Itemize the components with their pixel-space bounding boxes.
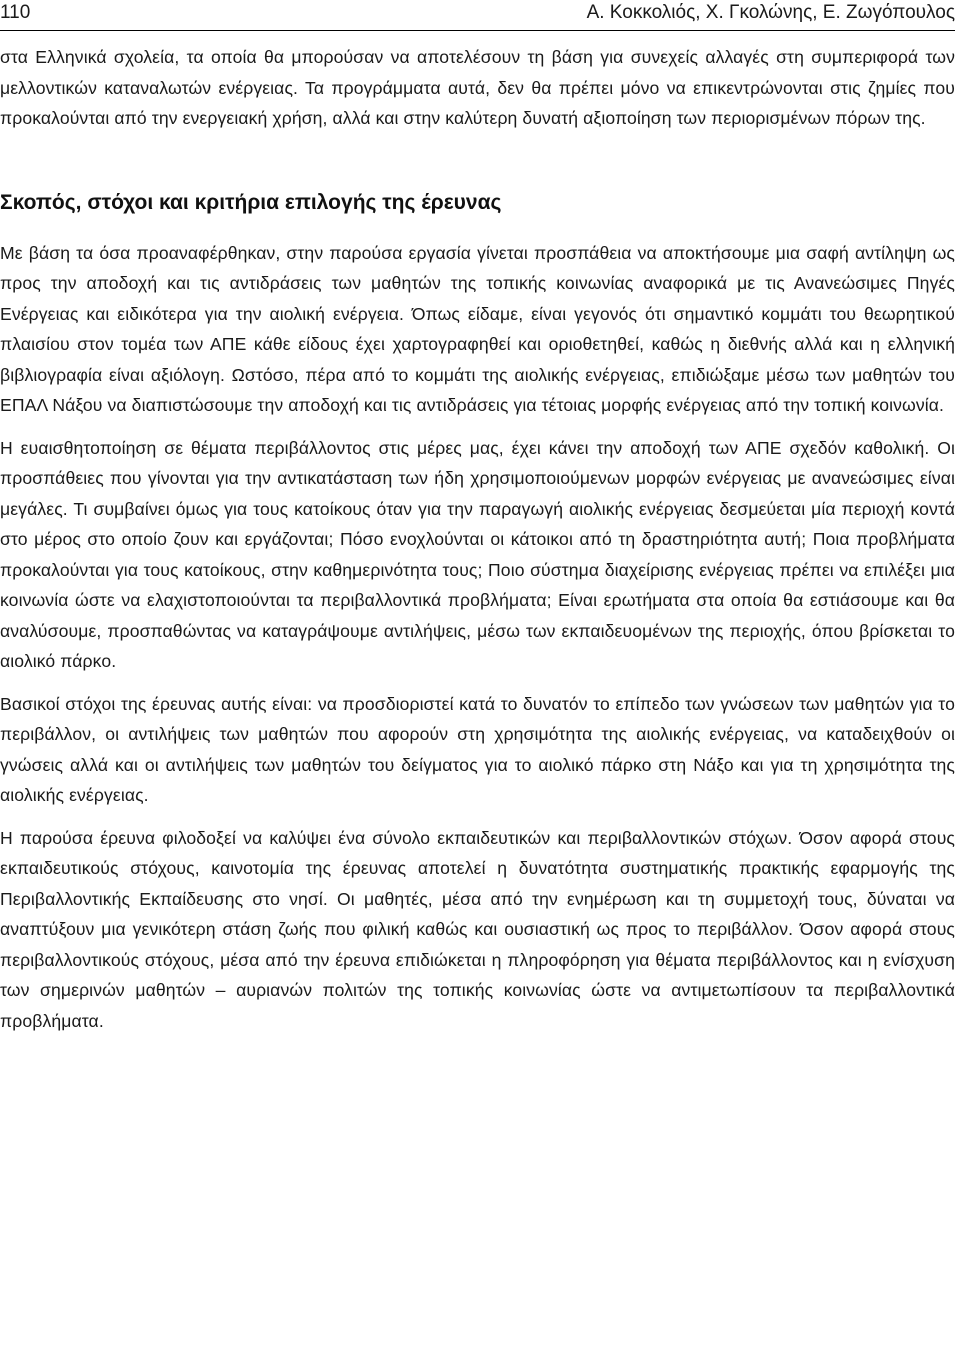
- body-paragraph: Η ευαισθητοποίηση σε θέματα περιβάλλοντος στις μέρες μας, έχει κάνει την αποδοχή των ΑΠΕ σχεδόν καθολική. Οι προσπάθειες που γίνονται για την αντικατάσταση των ήδη χρησιμοποιούμενων μορφών ενέργειας με ανανεώσιμες είναι μεγάλες. Τι συμβαίνει όμως για τους κατοίκους όταν για την παραγωγή αιολικής ενέργειας δεσμεύεται μία περιοχή κοντά στο μέρος στο οποίο ζουν και εργάζονται; Πόσο ενοχλούνται οι κάτοικοι από τη δραστηριότητα αυτή; Ποια προβλήματα προκαλούνται για τους κατοίκους, στην καθημερινότητα τους; Ποιο σύστημα διαχείρισης ενέργειας πρέπει να επιλέξει μια κοινωνία ώστε να ελαχιστοποιούνται τα περιβαλλοντικά προβλήματα; Είναι ερωτήματα στα οποία θα εστιάσουμε και θα αναλύσουμε, προσπαθώντας να καταγράψουμε αντιλήψεις, μέσω των εκπαιδευομένων της περιοχής, όπου βρίσκεται το αιολικό πάρκο.: [0, 437, 955, 671]
- section-heading: Σκοπός, στόχοι και κριτήρια επιλογής της έρευνας: [0, 190, 502, 214]
- running-header-authors: Α. Κοκκολιός, Χ. Γκολώνης, Ε. Ζωγόπουλος: [586, 2, 955, 23]
- body-paragraph: Η παρούσα έρευνα φιλοδοξεί να καλύψει ένα σύνολο εκπαιδευτικών και περιβαλλοντικών στόχων. Όσον αφορά στους εκπαιδευτικούς στόχους, καινοτομία της έρευνας αποτελεί η δυνατότητα συστηματικής πρακτικής εφαρμογής της Περιβαλλοντικής Εκπαίδευσης στο νησί. Οι μαθητές, μέσα από την ενημέρωση και τη συμμετοχή τους, δύναται να αναπτύξουν μια γενικότερη στάση ζωής που φιλική καθώς και ουσιαστική ως προς το περιβάλλον. Όσον αφορά στους περιβαλλοντικούς στόχους, μέσα από την έρευνα επιδιώκεται η πληροφόρηση για θέματα περιβάλλοντος και η ενίσχυση των σημερινών μαθητών – αυριανών πολιτών της τοπικής κοινωνίας ώστε να αντιμετωπίσουν τα περιβαλλοντικά προβλήματα.: [0, 827, 955, 1031]
- continuation-paragraph: στα Ελληνικά σχολεία, τα οποία θα μπορούσαν να αποτελέσουν τη βάση για συνεχείς αλλαγές στη συμπεριφορά των μελλοντικών καταναλωτών ενέργειας. Τα προγράμματα αυτά, δεν θα πρέπει μόνο να επικεντρώνονται στις ζημίες που προκαλούνται από την ενεργειακή χρήση, αλλά και στην καλύτερη δυνατή αξιοποίηση των περιορισμένων πόρων της.: [0, 47, 955, 128]
- running-header: [0, 0, 955, 31]
- body-paragraph: Με βάση τα όσα προαναφέρθηκαν, στην παρούσα εργασία γίνεται προσπάθεια να αποκτήσουμε μια σαφή αντίληψη ως προς την αποδοχή και τις αντιδράσεις των μαθητών της τοπικής κοινωνίας αναφορικά με τις Ανανεώσιμες Πηγές Ενέργειας και ειδικότερα για την αιολική ενέργεια. Όπως είδαμε, είναι γεγονός ότι σημαντικό κομμάτι του θεωρητικού πλαισίου στον τομέα των ΑΠΕ κάθε είδους έχει χαρτογραφηθεί και οριοθετηθεί, καθώς η διεθνής αλλά και η ελληνική βιβλιογραφία είναι αξιόλογη. Ωστόσο, πέρα από το κομμάτι της αιολικής ενέργειας, επιδιώξαμε μέσω των μαθητών του ΕΠΑΛ Νάξου να διαπιστώσουμε την αποδοχή και τις αντιδράσεις για τέτοιας μορφής ενέργειας από την τοπική κοινωνία.: [0, 242, 955, 415]
- body-paragraph: Βασικοί στόχοι της έρευνας αυτής είναι: να προσδιοριστεί κατά το δυνατόν το επίπεδο των γνώσεων των μαθητών για το περιβάλλον, οι αντιλήψεις των μαθητών που αφορούν στη χρησιμότητα της αιολικής ενέργειας, να καταδειχθούν οι γνώσεις αλλά και οι αντιλήψεις των μαθητών του δείγματος για το αιολικό πάρκο στη Νάξο και για τη χρησιμότητα της αιολικής ενέργειας.: [0, 693, 955, 805]
- page-number: 110: [0, 2, 31, 23]
- page-body: [0, 42, 955, 1036]
